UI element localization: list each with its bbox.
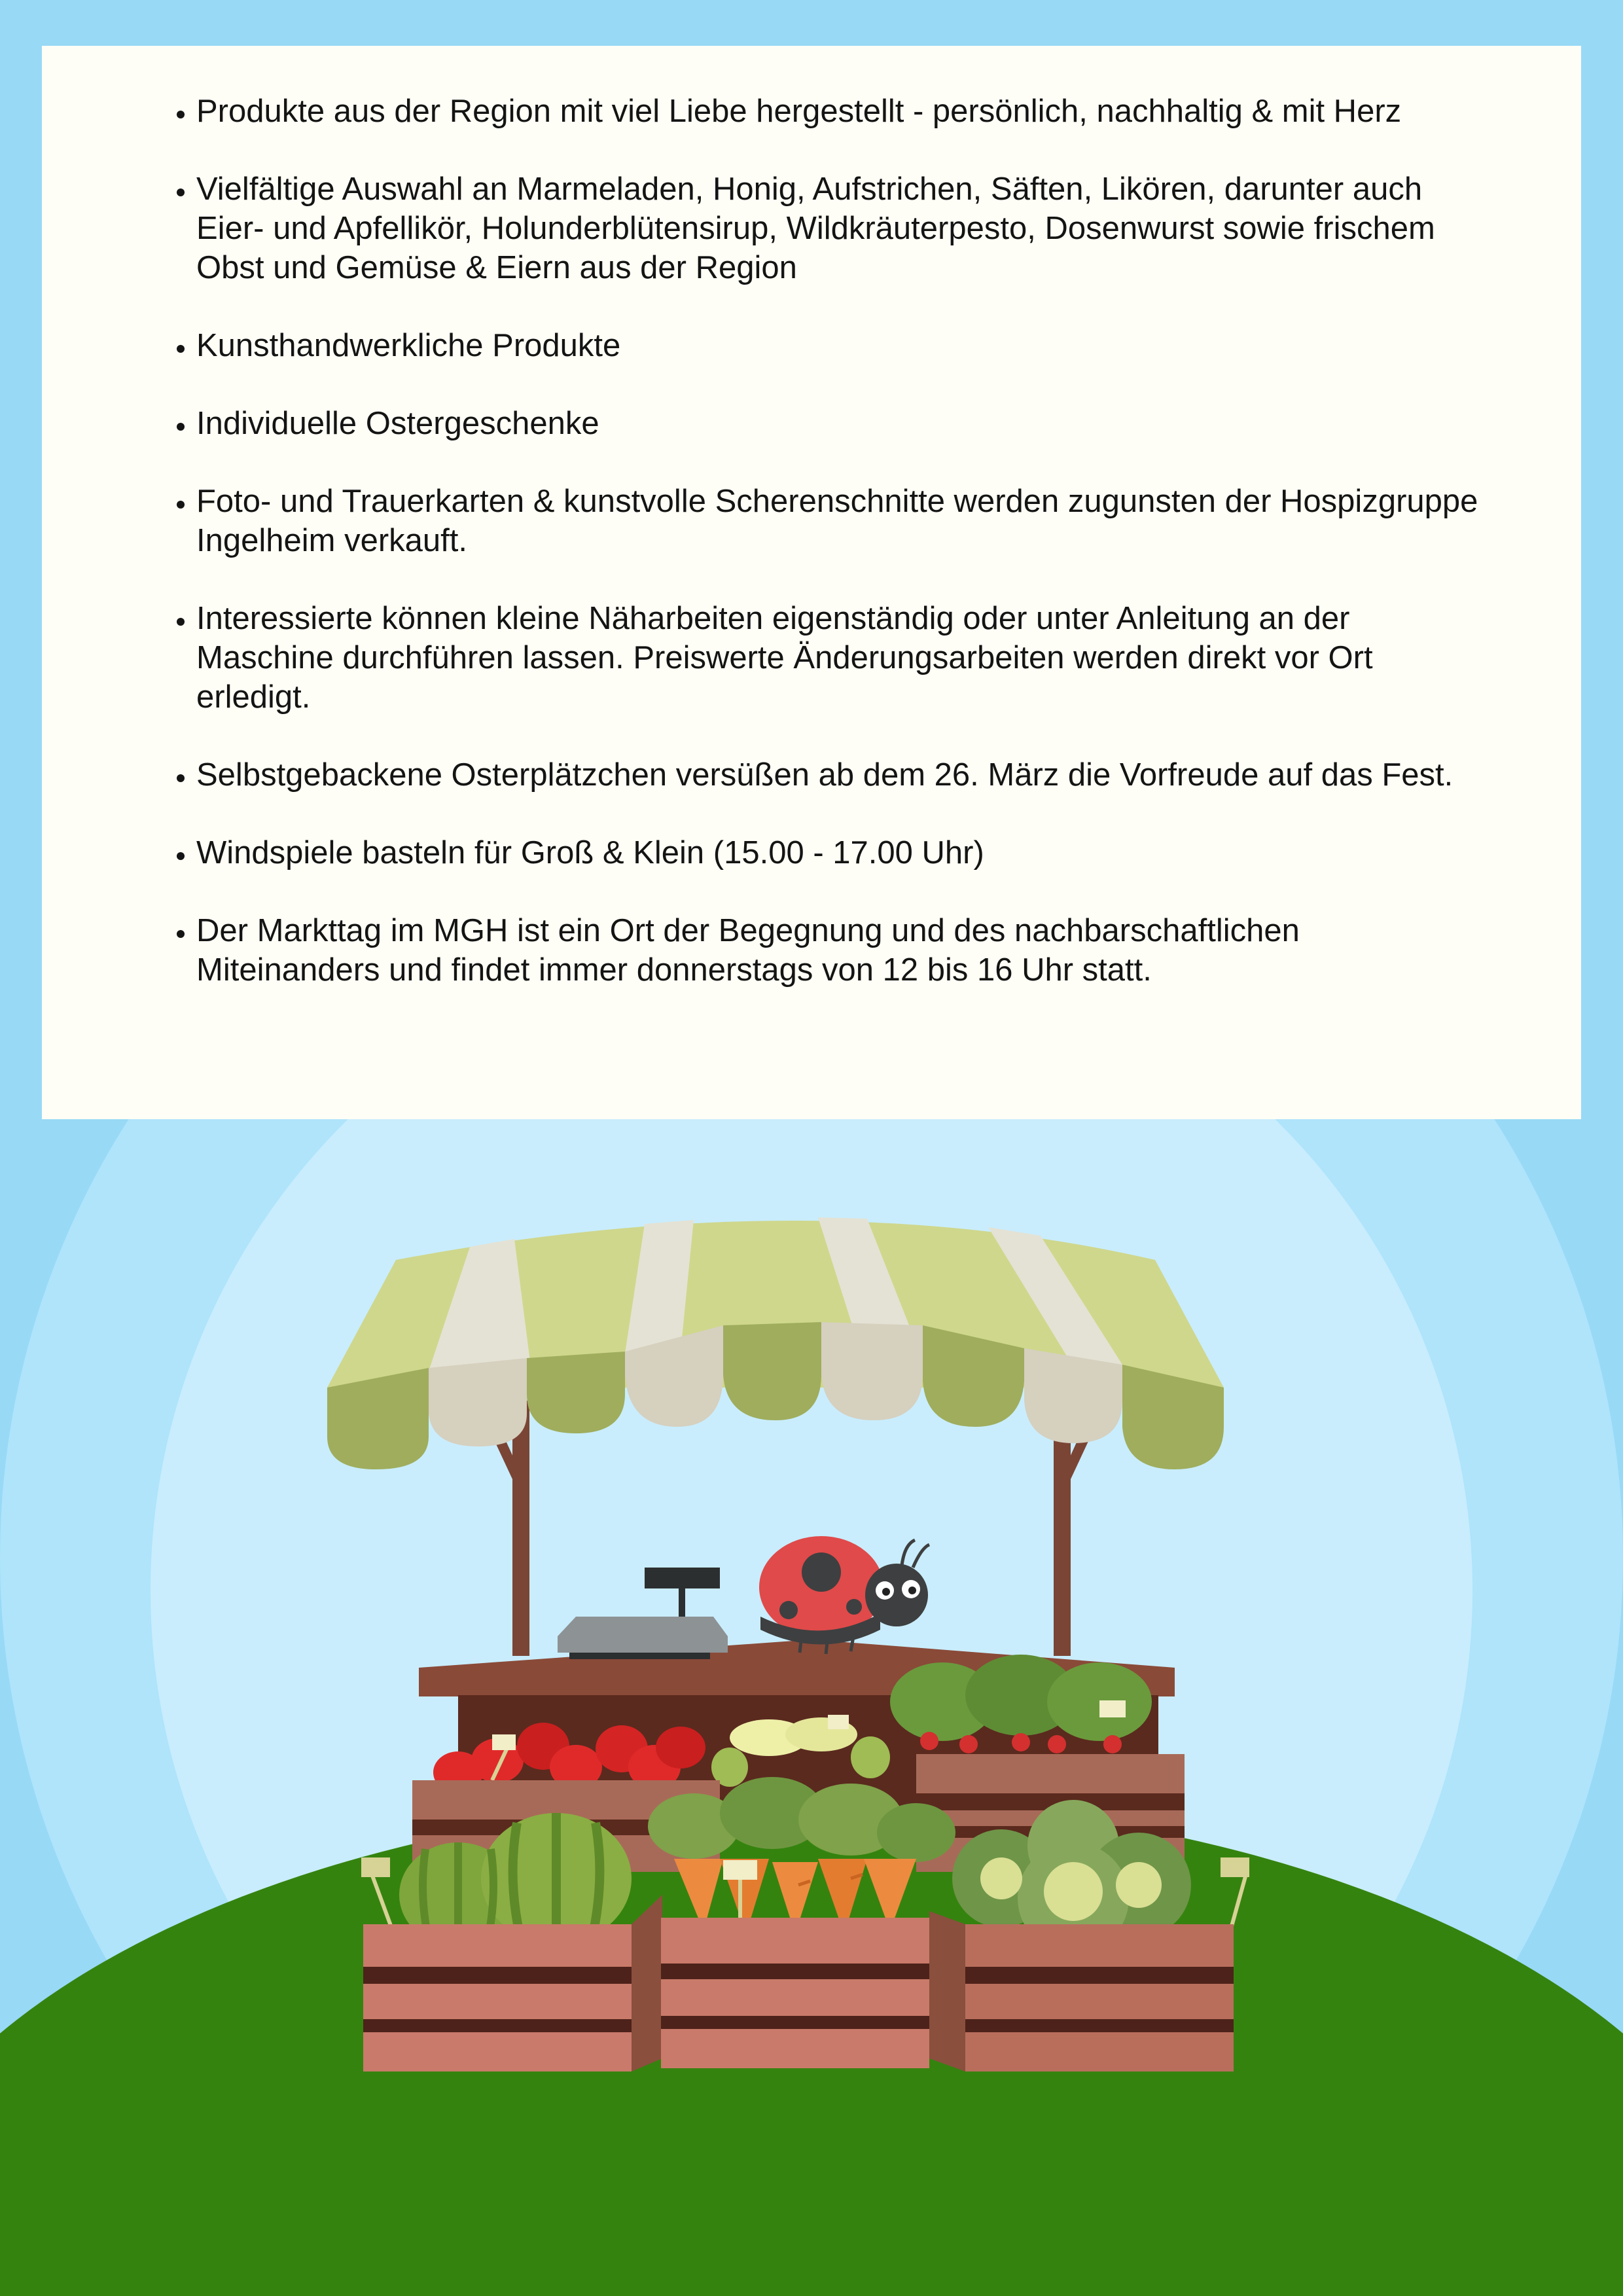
feature-list: [153, 92, 1483, 990]
list-item: • Produkte aus der Region mit viel Liebe hergestellt - persönlich, nachhaltig & mit Herz: [196, 92, 1483, 131]
list-item: • Kunsthandwerkliche Produkte: [196, 326, 1483, 365]
awning: [327, 1217, 1224, 1469]
list-item: • Vielfältige Auswahl an Marmeladen, Honig, Aufstrichen, Säften, Likören, darunter auch Eier- und Apfellikör, Holunderblütensirup, Wildkräuterpesto, Dosenwurst sowie frischem Obst und Gemüse & Eiern aus der Region: [196, 170, 1483, 287]
scale-icon: [558, 1568, 728, 1659]
list-item: • Der Markttag im MGH ist ein Ort der Begegnung und des nachbarschaftlichen Miteinanders und findet immer donnerstags von 12 bis 16 Uhr statt.: [196, 911, 1483, 990]
info-card: [42, 46, 1581, 1119]
ladybug-icon: [759, 1536, 929, 1654]
list-item: • Selbstgebackene Osterplätzchen versüßen ab dem 26. März die Vorfreude auf das Fest.: [196, 755, 1483, 795]
market-stall-icon: [0, 1113, 1623, 2296]
list-item: • Windspiele basteln für Groß & Klein (15.00 - 17.00 Uhr): [196, 833, 1483, 872]
list-item: • Interessierte können kleine Näharbeiten eigenständig oder unter Anleitung an der Maschine durchführen lassen. Preiswerte Änderungsarbeiten werden direkt vor Ort erledigt.: [196, 599, 1483, 717]
list-item: • Foto- und Trauerkarten & kunstvolle Scherenschnitte werden zugunsten der Hospizgruppe Ingelheim verkauft.: [196, 482, 1483, 560]
list-item: • Individuelle Ostergeschenke: [196, 404, 1483, 443]
radish-icon: [890, 1655, 1152, 1753]
